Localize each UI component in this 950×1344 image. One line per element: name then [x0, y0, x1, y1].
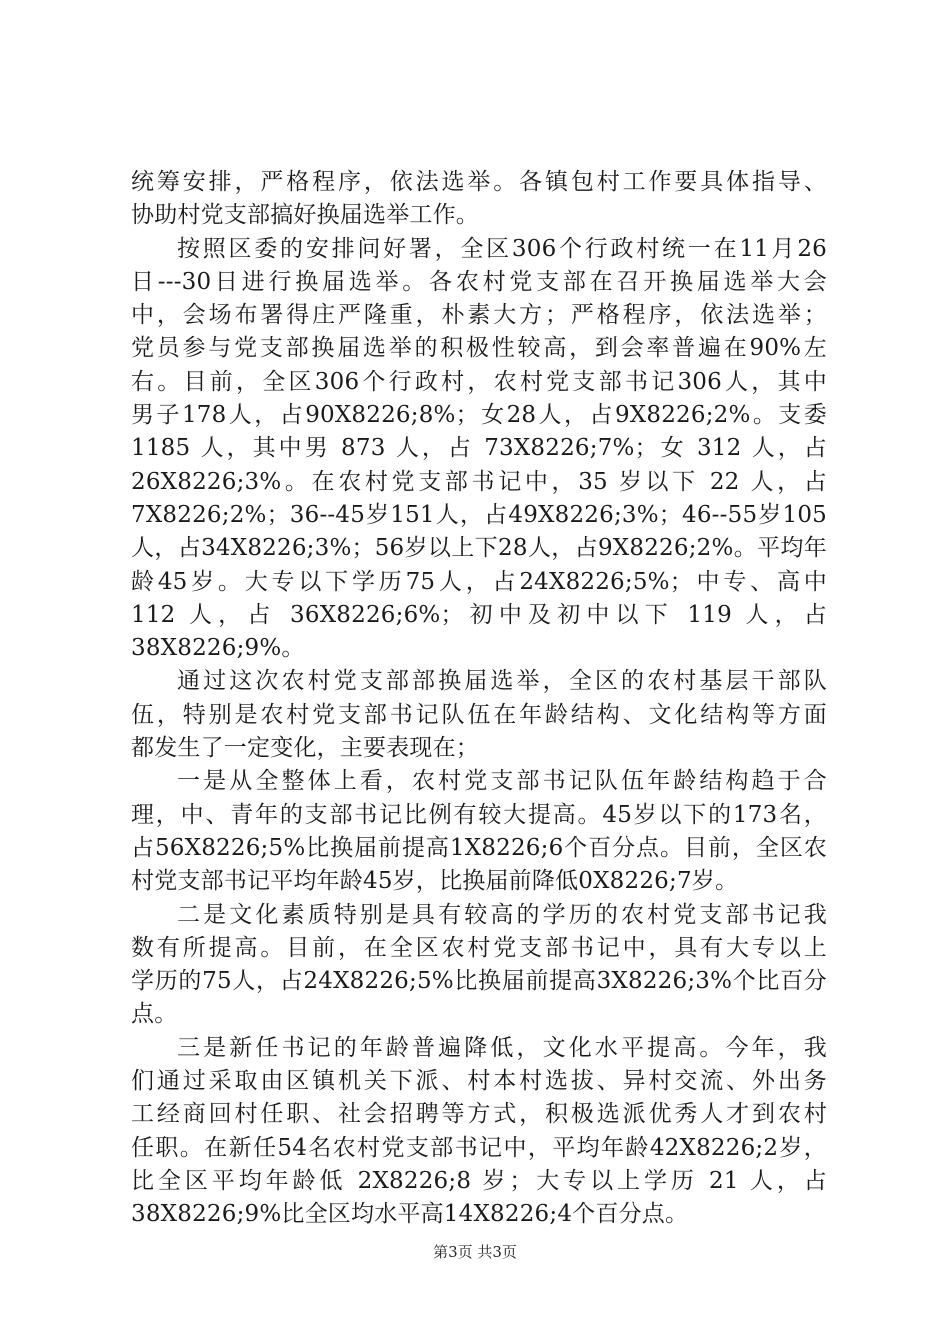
text-line: 任职。在新任54名农村党支部书记中，平均年龄42X8226;2岁， [131, 1134, 827, 1161]
text-line: 龄45岁。大专以下学历75人，占24X8226;5%；中专、高中 [131, 568, 828, 595]
text-line: 村党支部书记平均年龄45岁，比换届前降低0X8226;7岁。 [131, 868, 739, 895]
text-line: 日---30日进行换届选举。各农村党支部在召开换届选举大会 [131, 268, 827, 295]
document-body [131, 166, 827, 1232]
text-line: 们通过采取由区镇机关下派、村本村选拔、异村交流、外出务 [131, 1068, 827, 1095]
text-line: 学历的75人，占24X8226;5%比换届前提高3X8226;3%个比百分 [131, 968, 827, 995]
text-line: 协助村党支部搞好换届选举工作。 [131, 202, 479, 229]
text-line: 38X8226;9%比全区均水平高14X8226;4个百分点。 [131, 1201, 689, 1228]
text-line: 党员参与党支部换届选举的积极性较高，到会率普遍在90%左 [131, 335, 827, 362]
text-line: 7X8226;2%；36--45岁151人，占49X8226;3%；46--55岁105 [131, 501, 827, 528]
text-line: 工经商回村任职、社会招聘等方式，积极选派优秀人才到农村 [131, 1101, 827, 1128]
text-line: 理，中、青年的支部书记比例有较大提高。45岁以下的173名， [131, 801, 827, 828]
text-line: 右。目前，全区306个行政村，农村党支部书记306人，其中 [131, 368, 827, 395]
text-line: 通过这次农村党支部部换届选举，全区的农村基层干部队 [177, 668, 827, 695]
text-line: 三是新任书记的年龄普遍降低，文化水平提高。今年，我 [177, 1034, 827, 1061]
text-line: 占56X8226;5%比换届前提高1X8226;6个百分点。目前，全区农 [131, 834, 827, 861]
text-line: 男子178人，占90X8226;8%；女28人，占9X8226;2%。支委 [131, 402, 827, 429]
text-line: 38X8226;9%。 [131, 635, 305, 662]
text-line: 数有所提高。目前，在全区农村党支部书记中，具有大专以上 [131, 934, 827, 961]
text-line: 112 人，占 36X8226;6%；初中及初中以下 119 人，占 [131, 601, 827, 628]
text-line: 统筹安排，严格程序，依法选举。各镇包村工作要具体指导、 [131, 169, 827, 195]
text-line: 人，占34X8226;3%；56岁以上下28人，占9X8226;2%。平均年 [131, 535, 827, 562]
text-line: 一是从全整体上看，农村党支部书记队伍年龄结构趋于合 [177, 768, 827, 795]
text-line: 伍，特别是农村党支部书记队伍在年龄结构、文化结构等方面 [131, 701, 827, 728]
text-line: 中，会场布署得庄严隆重，朴素大方；严格程序，依法选举； [131, 302, 827, 329]
text-line: 26X8226;3%。在农村党支部书记中，35 岁以下 22 人，占 [131, 468, 827, 495]
text-line: 按照区委的安排问好署，全区306个行政村统一在11月26 [177, 235, 827, 262]
text-line: 都发生了一定变化，主要表现在； [131, 735, 479, 762]
text-line: 1185 人，其中男 873 人，占 73X8226;7%；女 312 人，占 [131, 435, 827, 462]
text-line: 二是文化素质特别是具有较高的学历的农村党支部书记我 [177, 901, 827, 928]
page-footer: 第3页 共3页 [433, 1243, 517, 1261]
text-line: 比全区平均年龄低 2X8226;8 岁；大专以上学历 21 人，占 [131, 1167, 827, 1194]
text-line: 点。 [131, 1001, 178, 1028]
